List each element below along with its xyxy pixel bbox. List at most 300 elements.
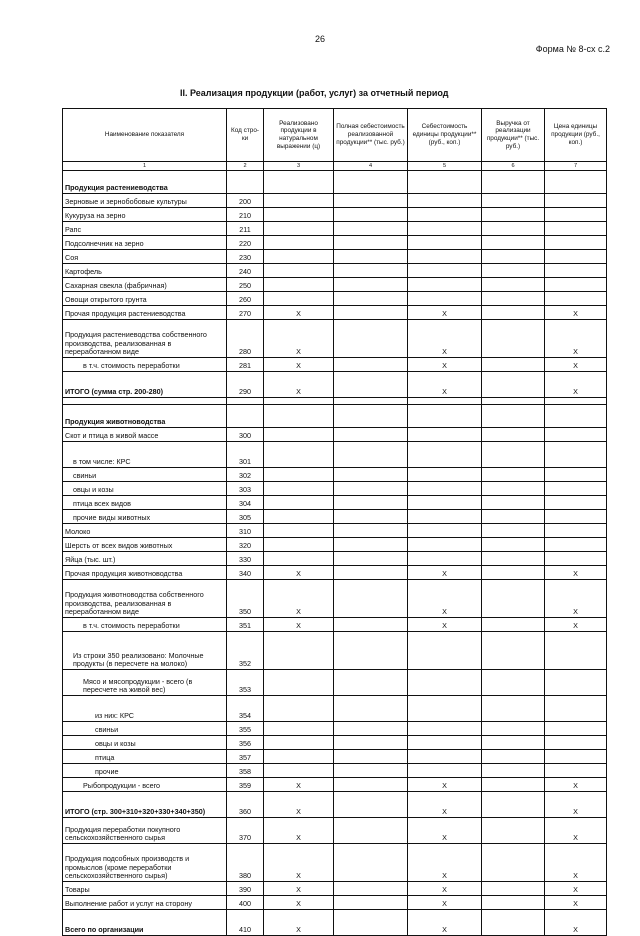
cell-col6 [482,222,545,236]
cell-col7 [545,764,607,778]
table-row [63,792,607,818]
cell-col7: X [545,778,607,792]
cell-col7 [545,264,607,278]
cell-col6 [482,524,545,538]
cell-col7 [545,552,607,566]
cell-col4 [334,278,408,292]
cell-col5 [408,524,482,538]
cell-col3 [264,496,334,510]
column-number: 3 [264,162,334,171]
row-code: 281 [227,358,264,372]
row-label: Из строки 350 реализовано: Молочные продукты (в пересчете на молоко) [63,632,227,670]
row-code: 305 [227,510,264,524]
row-code: 357 [227,750,264,764]
table-row [63,264,607,278]
table-row [63,250,607,264]
table-row [63,278,607,292]
page-number: 26 [314,34,325,44]
cell-col3: X [264,792,334,818]
section-header-row [63,405,607,428]
cell-col5: X [408,792,482,818]
section-header-row [63,171,607,194]
cell-col5: X [408,818,482,844]
cell-col3 [264,208,334,222]
table-row [63,552,607,566]
column-number: 4 [334,162,408,171]
cell-col7 [545,750,607,764]
row-code: 220 [227,236,264,250]
cell-col3 [264,236,334,250]
table-row [63,208,607,222]
cell-col6 [482,306,545,320]
cell-col6 [482,442,545,468]
column-number: 6 [482,162,545,171]
cell-col7: X [545,618,607,632]
cell-col6 [482,264,545,278]
cell-col4 [334,844,408,882]
table-row [63,736,607,750]
cell-col4 [334,496,408,510]
row-label: Подсолнечник на зерно [63,236,227,250]
row-code: 280 [227,320,264,358]
table-row [63,580,607,618]
row-code: 390 [227,882,264,896]
cell-col7 [545,696,607,722]
table-row [63,510,607,524]
cell-col4 [334,580,408,618]
cell-col7 [545,171,607,194]
report-body [63,171,607,936]
cell-col4 [334,468,408,482]
cell-col4 [334,552,408,566]
cell-col6 [482,552,545,566]
cell-col6 [482,482,545,496]
row-code: 350 [227,580,264,618]
cell-col5 [408,222,482,236]
column-header: Себестоимость единицы продукции** (руб., коп.) [408,109,482,162]
cell-col4 [334,292,408,306]
row-code: 300 [227,428,264,442]
row-label: Яйца (тыс. шт.) [63,552,227,566]
table-row [63,468,607,482]
cell-col3 [264,171,334,194]
row-code: 400 [227,896,264,910]
row-code [227,405,264,428]
cell-col5 [408,736,482,750]
cell-col5 [408,194,482,208]
row-label: Прочая продукция растениеводства [63,306,227,320]
column-number: 7 [545,162,607,171]
cell-col3 [264,764,334,778]
cell-col3: X [264,358,334,372]
table-row [63,372,607,398]
cell-col6 [482,358,545,372]
cell-col6 [482,882,545,896]
cell-col5: X [408,882,482,896]
cell-col6 [482,580,545,618]
table-row [63,482,607,496]
cell-col5 [408,632,482,670]
cell-col6 [482,468,545,482]
cell-col3 [264,250,334,264]
row-code: 370 [227,818,264,844]
cell-col5 [408,482,482,496]
cell-col5 [408,236,482,250]
column-header: Код стро-ки [227,109,264,162]
row-label: свиньи [63,722,227,736]
row-code: 211 [227,222,264,236]
cell-col4 [334,372,408,398]
cell-col5 [408,696,482,722]
cell-col3 [264,264,334,278]
cell-col3: X [264,910,334,936]
cell-col5: X [408,358,482,372]
cell-col7: X [545,372,607,398]
cell-col5 [408,208,482,222]
row-label: из них: КРС [63,696,227,722]
cell-col3 [264,736,334,750]
cell-col3 [264,194,334,208]
cell-col7 [545,222,607,236]
cell-col7 [545,428,607,442]
cell-col4 [334,670,408,696]
cell-col7 [545,632,607,670]
cell-col3 [264,538,334,552]
row-code: 352 [227,632,264,670]
cell-col5 [408,398,482,405]
cell-col4 [334,792,408,818]
table-row [63,618,607,632]
row-label: в том числе: КРС [63,442,227,468]
row-label: прочие [63,764,227,778]
cell-col3 [264,552,334,566]
row-label: Сахарная свекла (фабричная) [63,278,227,292]
cell-col3 [264,442,334,468]
cell-col6 [482,171,545,194]
row-label: Мясо и мясопродукции - всего (в пересчете на живой вес) [63,670,227,696]
cell-col3 [264,524,334,538]
cell-col7 [545,538,607,552]
cell-col7: X [545,320,607,358]
cell-col5 [408,292,482,306]
cell-col3: X [264,372,334,398]
cell-col3 [264,398,334,405]
row-label: Товары [63,882,227,896]
cell-col3 [264,722,334,736]
table-row [63,696,607,722]
cell-col4 [334,750,408,764]
table-row [63,496,607,510]
row-label: Рапс [63,222,227,236]
table-row [63,236,607,250]
table-row [63,722,607,736]
cell-col5 [408,496,482,510]
form-label: Форма № 8-сх с.2 [535,44,610,54]
row-code: 358 [227,764,264,778]
column-number: 1 [63,162,227,171]
table-row [63,442,607,468]
cell-col6 [482,320,545,358]
cell-col4 [334,398,408,405]
table-row [63,524,607,538]
cell-col7: X [545,882,607,896]
table-row [63,566,607,580]
cell-col3 [264,696,334,722]
cell-col7: X [545,566,607,580]
row-code: 301 [227,442,264,468]
cell-col7 [545,524,607,538]
row-code: 359 [227,778,264,792]
row-label: птица [63,750,227,764]
cell-col4 [334,320,408,358]
cell-col7: X [545,896,607,910]
cell-col7: X [545,792,607,818]
row-label: Продукция животноводства собственного производства, реализованная в переработанном виде [63,580,227,618]
row-code: 210 [227,208,264,222]
cell-col7 [545,278,607,292]
cell-col7 [545,398,607,405]
cell-col7 [545,496,607,510]
cell-col6 [482,818,545,844]
row-label: Молоко [63,524,227,538]
cell-col4 [334,896,408,910]
row-label: Кукуруза на зерно [63,208,227,222]
row-code: 320 [227,538,264,552]
row-code: 250 [227,278,264,292]
cell-col4 [334,696,408,722]
cell-col4 [334,764,408,778]
cell-col5 [408,442,482,468]
row-code [227,171,264,194]
row-code: 351 [227,618,264,632]
cell-col6 [482,428,545,442]
cell-col4 [334,818,408,844]
cell-col5: X [408,372,482,398]
row-label: Овощи открытого грунта [63,292,227,306]
cell-col6 [482,618,545,632]
cell-col5: X [408,844,482,882]
row-code: 230 [227,250,264,264]
row-label: ИТОГО (стр. 300+310+320+330+340+350) [63,792,227,818]
table-row [63,222,607,236]
cell-col6 [482,764,545,778]
cell-col3: X [264,580,334,618]
table-row [63,358,607,372]
row-code: 356 [227,736,264,750]
cell-col4 [334,882,408,896]
row-label: Продукция растениеводства [63,171,227,194]
cell-col7 [545,722,607,736]
cell-col6 [482,670,545,696]
cell-col3 [264,292,334,306]
cell-col4 [334,358,408,372]
row-code: 310 [227,524,264,538]
cell-col4 [334,208,408,222]
cell-col4 [334,442,408,468]
cell-col5: X [408,618,482,632]
table-row [63,910,607,936]
cell-col6 [482,750,545,764]
row-label: Соя [63,250,227,264]
cell-col5 [408,428,482,442]
row-label: прочие виды животных [63,510,227,524]
row-label: Всего по организации [63,910,227,936]
table-row [63,306,607,320]
table-row [63,818,607,844]
table-row [63,778,607,792]
cell-col3: X [264,896,334,910]
row-code: 355 [227,722,264,736]
cell-col3: X [264,306,334,320]
row-label: Продукция подсобных производств и промыслов (кроме переработки сельскохозяйственного сырья) [63,844,227,882]
cell-col5: X [408,306,482,320]
column-header: Полная себестоимость реализованной продукции** (тыс. руб.) [334,109,408,162]
cell-col6 [482,722,545,736]
row-code: 240 [227,264,264,278]
cell-col5 [408,405,482,428]
cell-col4 [334,510,408,524]
cell-col6 [482,792,545,818]
column-number: 2 [227,162,264,171]
cell-col5: X [408,896,482,910]
row-label: овцы и козы [63,482,227,496]
cell-col3: X [264,566,334,580]
row-label: Зерновые и зернобобовые культуры [63,194,227,208]
cell-col5 [408,538,482,552]
row-label: в т.ч. стоимость переработки [63,618,227,632]
row-code: 302 [227,468,264,482]
cell-col7 [545,468,607,482]
cell-col7 [545,194,607,208]
cell-col7: X [545,580,607,618]
cell-col4 [334,618,408,632]
cell-col6 [482,896,545,910]
cell-col3: X [264,778,334,792]
cell-col6 [482,844,545,882]
cell-col3: X [264,818,334,844]
cell-col7: X [545,844,607,882]
row-code: 380 [227,844,264,882]
cell-col6 [482,194,545,208]
cell-col7 [545,405,607,428]
cell-col3 [264,468,334,482]
cell-col7 [545,482,607,496]
row-label: Скот и птица в живой массе [63,428,227,442]
cell-col3 [264,670,334,696]
table-row [63,292,607,306]
row-label: Рыбопродукции - всего [63,778,227,792]
cell-col7 [545,670,607,696]
column-header: Наименование показателя [63,109,227,162]
column-header: Реализовано продукции в натуральном выражении (ц) [264,109,334,162]
cell-col3 [264,428,334,442]
cell-col6 [482,398,545,405]
row-label: овцы и козы [63,736,227,750]
cell-col7 [545,736,607,750]
cell-col5 [408,670,482,696]
cell-col4 [334,722,408,736]
column-header: Цена единицы продукции (руб., коп.) [545,109,607,162]
cell-col3: X [264,320,334,358]
cell-col3 [264,632,334,670]
cell-col6 [482,496,545,510]
cell-col7 [545,208,607,222]
sales-report-table [62,108,607,936]
cell-col7 [545,250,607,264]
row-code: 304 [227,496,264,510]
cell-col5 [408,750,482,764]
row-code: 303 [227,482,264,496]
row-code: 410 [227,910,264,936]
cell-col6 [482,208,545,222]
row-code: 353 [227,670,264,696]
cell-col6 [482,278,545,292]
cell-col7 [545,510,607,524]
cell-col4 [334,736,408,750]
row-label: свиньи [63,468,227,482]
row-label: Продукция переработки покупного сельскохозяйственного сырья [63,818,227,844]
cell-col3: X [264,882,334,896]
cell-col4 [334,524,408,538]
row-code: 200 [227,194,264,208]
cell-col4 [334,405,408,428]
table-row [63,428,607,442]
cell-col6 [482,538,545,552]
row-code [227,398,264,405]
cell-col3 [264,510,334,524]
table-row [63,538,607,552]
cell-col3: X [264,844,334,882]
table-row [63,764,607,778]
row-code: 330 [227,552,264,566]
cell-col4 [334,538,408,552]
cell-col4 [334,171,408,194]
cell-col6 [482,696,545,722]
cell-col3 [264,750,334,764]
cell-col6 [482,510,545,524]
row-code: 270 [227,306,264,320]
cell-col4 [334,236,408,250]
row-label: Продукция растениеводства собственного производства, реализованная в переработанном виде [63,320,227,358]
cell-col5: X [408,580,482,618]
cell-col5 [408,264,482,278]
cell-col6 [482,632,545,670]
cell-col7 [545,292,607,306]
table-row [63,896,607,910]
cell-col7: X [545,910,607,936]
column-header-row [63,109,607,162]
cell-col3 [264,482,334,496]
cell-col5 [408,764,482,778]
cell-col5: X [408,566,482,580]
column-number: 5 [408,162,482,171]
cell-col6 [482,292,545,306]
cell-col6 [482,405,545,428]
cell-col7: X [545,306,607,320]
table-row [63,670,607,696]
cell-col5 [408,722,482,736]
table-row [63,882,607,896]
row-label: в т.ч. стоимость переработки [63,358,227,372]
cell-col6 [482,566,545,580]
table-row [63,194,607,208]
row-label: Продукция животноводства [63,405,227,428]
row-code: 354 [227,696,264,722]
row-code: 360 [227,792,264,818]
column-header: Выручка от реализации продукции** (тыс. руб.) [482,109,545,162]
cell-col5: X [408,320,482,358]
row-label: птица всех видов [63,496,227,510]
